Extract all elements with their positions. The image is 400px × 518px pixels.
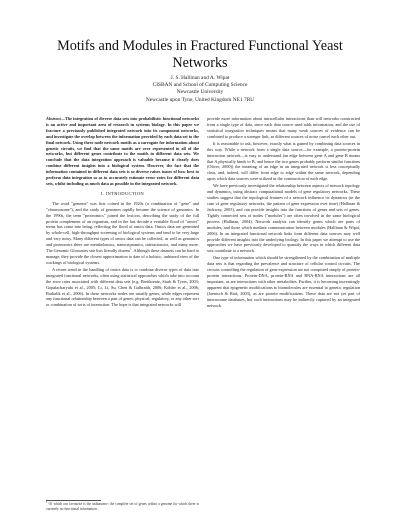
authors: J. S. Hallinan and A. Wipat: [170, 75, 230, 81]
abstract: Abstract—The integration of diverse data sets into probabilistic functional networks is an active and important area of research in systems biology. In this paper we fracture a previously published integrated network into its component networks, and investigate the overlap between the information provided by each data set to the final network. Using three node network motifs as a surrogate for information about genetic circuits, we find that the same motifs are over represented in all of the networks, but different genes contribute to the motifs in different data sets. We conclude that the data integration approach is valuable because it clearly does combine different insights into a biological system. However, the fact that the information contained in different data sets is so diverse raises issues of how best to perform data integration so as to accurately estimate error rates for different data sets, whilst including as much data as possible in the integrated network.: [46, 116, 199, 186]
abstract-label: Abstract: [46, 116, 61, 121]
abstract-text: The integration of diverse data sets into probabilistic functional networks is an active and important area of research in systems biology. In this paper we fracture a previously published integrated network into its component networks, and investigate the overlap between the information provided by each data set to the final network. Using three node network motifs as a surrogate for information about genetic circuits, we find that the same motifs are over represented in all of the networks, but different genes contribute to the motifs in different data sets. We conclude that the data integration approach is valuable because it clearly does combine different insights into a biological system. However, the fact that the information contained in different data sets is so diverse raises issues of how best to perform data integration so as to accurately estimate error rates for different data sets, whilst including as much data as possible in the integrated network.: [46, 116, 199, 186]
right-paragraph-1: provide more information about intracellular interactions than will networks constructed from a single type of data, since each data source used adds information, and the use of statistical integration techniques means that many weak sources of evidence can be combined to produce a stronger link, as different sources of noise cancel each other out.: [207, 116, 360, 139]
paper-title: [40, 38, 360, 72]
left-column: [46, 116, 199, 309]
affiliation-line-3: Newcastle upon Tyne, United Kingdom NE1 7RU: [145, 96, 255, 103]
title-line-2: Networks: [172, 55, 228, 71]
section-heading-introduction: I. INTRODUCTION: [100, 190, 145, 196]
right-paragraph-2: It is reasonable to ask, however, exactly what is gained by combining data sources in this way. While a network from a single data source—for example, a protein-protein interaction network—is easy to understand (an edge between gene A and gene B means that A physically binds to B, and hence the two genes probably perform similar functions (Oliver, 2000)) the meaning of an edge in an integrated network is less conceptually clear, and, indeed, will differ from edge to edge within the same network, depending upon which data sources were utilized in the construction of each edge.: [207, 140, 360, 182]
intro-paragraph-1-tail: . Although these datasets can be hard to manage, they provide the closest approximation to date of a holistic, unbiased view of the workings of biological systems.: [46, 248, 199, 265]
footnote-ref: 1: [130, 246, 132, 251]
affiliation-line-2: Newcastle University: [176, 89, 224, 96]
intro-paragraph-2: A recent trend in the handling of omics data is to combine diverse types of data into integrated functional networks, often using statistical approaches which take into account the error rates associated with different data sets (e.g. Breitkreutz, Stark & Tyers, 2003; Gopalacharyulu et al., 2005; Li, Li, Su, Chen & Galbraith, 2006; Köhler et al., 2006; Bailtalik et al., 2006). In these networks nodes are usually genes, while edges represent any functional relationship between a pair of genes: physical, regulatory, or any other sort or combination of sorts of interaction. The hope is that integrated networks will: [46, 266, 199, 308]
author-block: [60, 75, 340, 104]
footnote-divider: [46, 500, 101, 501]
right-column: [207, 116, 360, 310]
footnote-marker: 1: [46, 500, 48, 504]
affiliation-line-1: CISBAN and School of Computing Science: [152, 82, 248, 89]
right-paragraph-3: We have previously investigated the relationship between aspects of network topology and dynamics, using abstract computational models of gene regulatory networks. These studies suggest that the topological features of a network influence its dynamics (in the case of gene regulatory networks, the pattern of gene expression over time) (Hallinan & Jackway, 2005), and can provide insights into the functions of genes and sets of genes. Tightly connected sets of nodes ("modules") are often involved in the same biological process (Hallinan, 2004). Network analysis can identify genes which are parts of modules, and those which mediate communication between modules (Hallinan & Wipat, 2006). In an integrated functional network links from different data sources may well provide different insights into the underlying biology. In this paper we attempt to use the approaches we have previously developed to quantify the ways in which different data sets contribute to a network.: [207, 183, 360, 254]
title-line-1: Motifs and Modules in Fractured Functional Yeast: [57, 38, 343, 54]
footnote-text: Of which our favourite is the unbiasome: the complete set of genes within a genome for which there is currently no functional information.: [46, 502, 199, 511]
intro-paragraph-1-text: The word "genome" was first coined in the 1920s (a combination of "gene" and "chromosome"), and the study of genomes rapidly became the science of genomics. In the 1990s, the term "proteomics" joined the lexicon, describing the study of the full protein complement of an organism, and in the last decade a veritable flood of "omics" terms has come into being, reflecting the flood of omics data. Omics data are generated by whole-cell, high-throughput screening of biological systems and tend to be very large and very noisy. Many different types of omics data can be collected, as well as genomics and proteomics there are metabolomics, transcriptomics, interactomics, and many more. The Genomic Glossaries site lists literally dozens: [46, 200, 199, 254]
right-paragraph-4: One type of information which should be strengthened by the combination of multiple data sets is that regarding the prevalence and structure of cellular control circuits. The circuits controlling the regulation of gene expression are not comprised simply of protein-protein interactions. Protein-DNA, protein-RNA and RNA-RNA interactions are all important, as are interactions with other metabolites. Further, it is becoming increasingly apparent that epigenetic modifications to biomolecules are essential to genetic regulation (Jaenisch & Bird, 2003), as are protein modifications. These data are not yet part of interactome databases, but such interactions may be indirectly captured by an integrated network.: [207, 255, 360, 308]
intro-paragraph-1: [46, 201, 199, 266]
footnote: [46, 502, 199, 511]
